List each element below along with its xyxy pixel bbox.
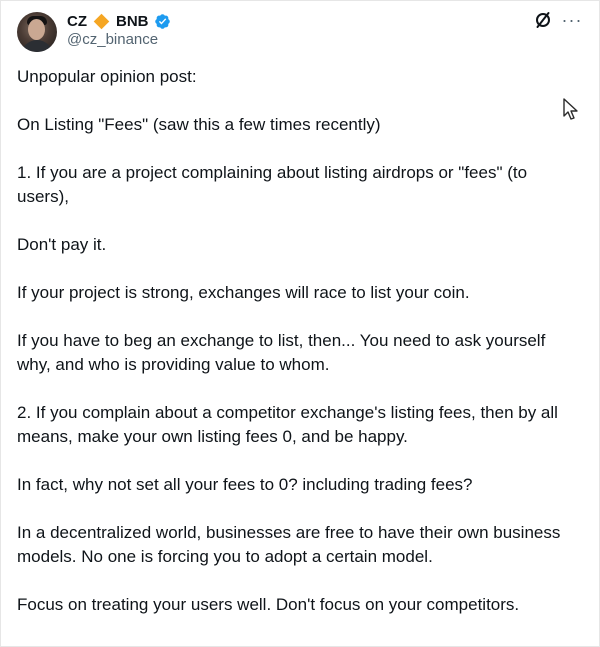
verified-badge-icon (154, 13, 171, 30)
author-name-row[interactable] (67, 11, 171, 31)
avatar[interactable] (17, 12, 57, 52)
more-icon[interactable]: ··· (561, 10, 583, 30)
grok-icon[interactable] (533, 10, 553, 30)
avatar-face (28, 19, 45, 40)
author-affiliation: BNB (116, 12, 149, 30)
post-paragraph: If you have to beg an exchange to list, then... You need to ask yourself why, and who is providing value to whom. (17, 331, 546, 374)
post-paragraph: On Listing "Fees" (saw this a few times recently) (17, 115, 381, 134)
avatar-shirt (21, 40, 53, 52)
post-paragraph: Don't pay it. (17, 235, 107, 254)
post-paragraph: If your project is strong, exchanges will race to list your coin. (17, 283, 470, 302)
post-paragraph: Unpopular opinion post: (17, 67, 197, 86)
post-top-actions (533, 10, 583, 30)
post-paragraph: In a decentralized world, businesses are free to have their own business models. No one is forcing you to adopt a certain model. (17, 523, 561, 566)
author-handle[interactable]: @cz_binance (67, 31, 159, 48)
bnb-diamond-icon (94, 13, 110, 29)
post-text (17, 65, 577, 641)
post-paragraph: 2. If you complain about a competitor exchange's listing fees, then by all means, make your own listing fees 0, and be happy. (17, 403, 558, 446)
post-paragraph: In fact, why not set all your fees to 0? including trading fees? (17, 475, 473, 494)
author-display-name[interactable]: CZ (67, 12, 87, 30)
post-paragraph: Focus on treating your users well. Don't focus on your competitors. (17, 595, 520, 614)
post-paragraph: 1. If you are a project complaining about listing airdrops or "fees" (to users), (17, 163, 528, 206)
